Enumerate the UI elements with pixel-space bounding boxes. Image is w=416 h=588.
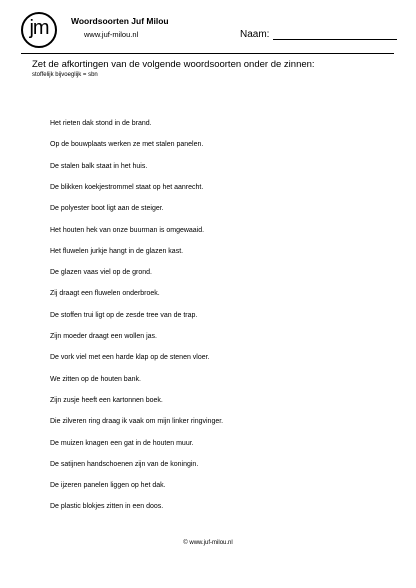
instruction: Zet de afkortingen van de volgende woordsoorten onder de zinnen: [32,59,315,70]
logo-text: jm [29,17,49,39]
footer: © www.juf-milou.nl [183,540,233,546]
sentence-text: De stoffen trui ligt op de zesde tree van de trap. [50,311,198,319]
sentence-text: De satijnen handschoenen zijn van de koningin. [50,460,199,468]
sentence-text: De ijzeren panelen liggen op het dak. [50,482,166,490]
sentence-text: De glazen vaas viel op de grond. [50,269,152,277]
sentence-text: Die zilveren ring draag ik vaak om mijn linker ringvinger. [50,418,224,426]
sentence-text: Het fluwelen jurkje hangt in de glazen kast. [50,247,184,255]
sentence-text: De polyester boot ligt aan de steiger. [50,205,164,213]
name-label: Naam: [240,29,270,40]
sentence-text: De vork viel met een harde klap op de stenen vloer. [50,354,210,362]
sentence-text: Zijn zusje heeft een kartonnen boek. [50,396,163,404]
sentence-text: Het houten hek van onze buurman is omgewaaid. [50,226,205,234]
hint: stoffelijk bijvoeglijk = sbn [32,72,98,78]
sentence-text: Op de bouwplaats werken ze met stalen panelen. [50,141,204,149]
sentence-text: De blikken koekjestrommel staat op het aanrecht. [50,183,204,191]
site-title: Woordsoorten Juf Milou [71,16,169,26]
logo [21,12,57,48]
sentence-text: De stalen balk staat in het huis. [50,162,148,170]
sentence-text: De muizen knagen een gat in de houten muur. [50,439,194,447]
sentence-text: We zitten op de houten bank. [50,375,141,383]
sentence-text: Zij draagt een fluwelen onderbroek. [50,290,160,298]
sentence-text: Zijn moeder draagt een wollen jas. [50,333,158,340]
sentence-text: Het rieten dak stond in de brand. [50,120,152,127]
sentence-text: De plastic blokjes zitten in een doos. [50,503,164,511]
site-url: www.juf-milou.nl [84,30,139,39]
header-divider [21,53,394,54]
name-write-line [273,29,397,40]
name-field [240,29,397,40]
